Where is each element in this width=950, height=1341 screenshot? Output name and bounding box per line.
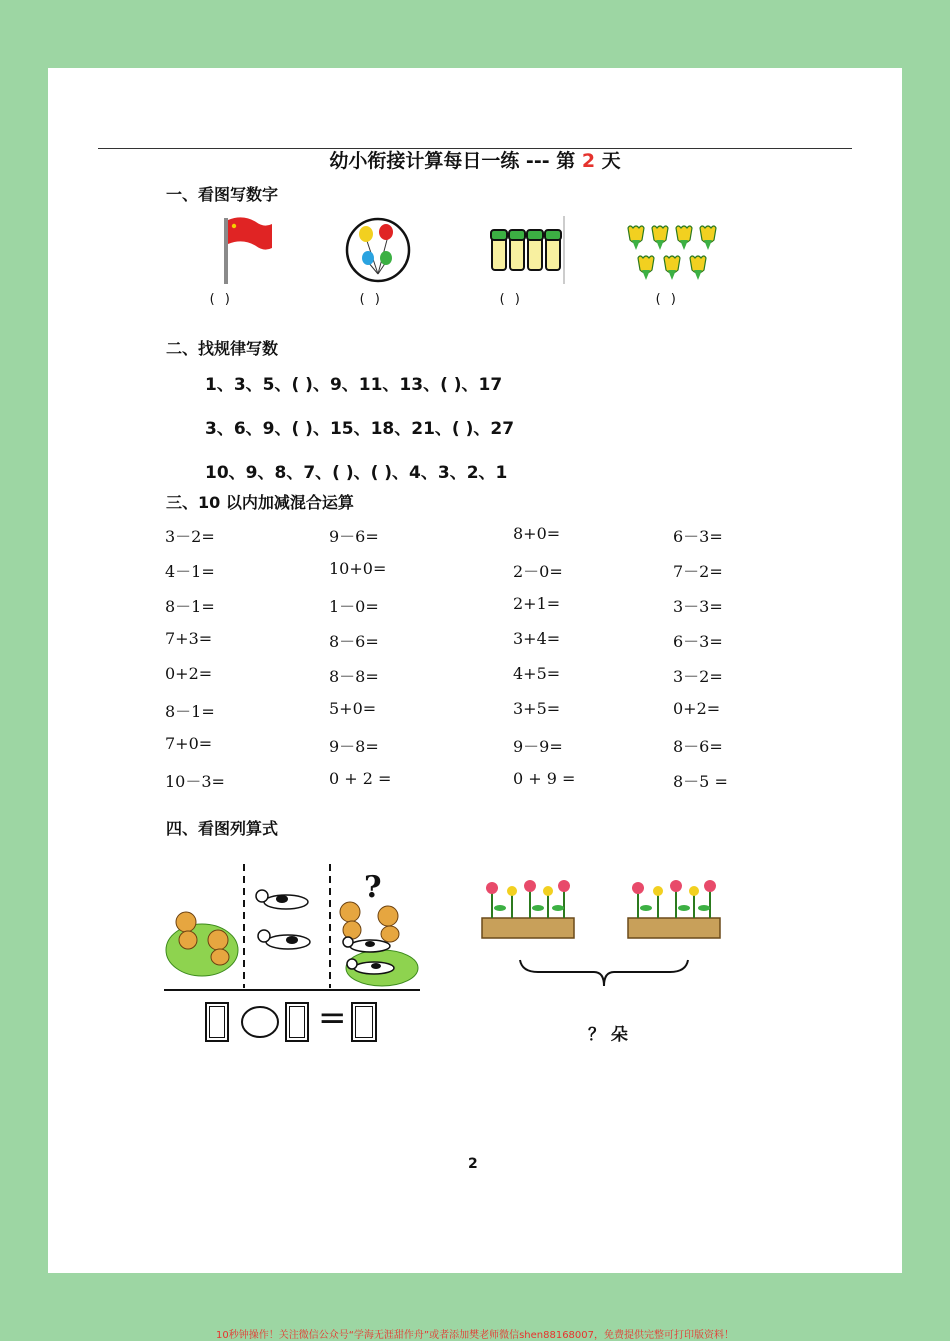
answer-box-1[interactable]	[205, 1002, 229, 1042]
flag-picture	[218, 214, 278, 286]
page-number: 2	[468, 1156, 478, 1172]
equation: 8+0=	[513, 524, 561, 543]
equation: 9－8=	[329, 737, 379, 756]
sequence-row-2: 3、6、9、( )、15、18、21、( )、27	[205, 419, 515, 439]
equation: 3－3=	[673, 597, 723, 616]
equation: 3+4=	[513, 629, 561, 648]
equation: 8－1=	[165, 702, 215, 721]
section2-heading: 二、找规律写数	[166, 339, 279, 358]
equation-column-3	[513, 524, 575, 804]
equation: 6－3=	[673, 632, 723, 651]
equation: 2－0=	[513, 562, 563, 581]
equation: 8－5 =	[673, 772, 728, 791]
flowerbox-right	[624, 874, 724, 942]
equation-column-1	[165, 524, 225, 804]
answer-box-2[interactable]	[285, 1002, 309, 1042]
blank-balloons: ( )	[358, 292, 382, 307]
equation: 3+5=	[513, 699, 561, 718]
equation: 2+1=	[513, 594, 561, 613]
sequence-row-3: 10、9、8、7、( )、( )、4、3、2、1	[205, 463, 508, 483]
sequence-row-1: 1、3、5、( )、9、11、13、( )、17	[205, 375, 503, 395]
title-day: 2	[581, 150, 596, 172]
equation: 7－2=	[673, 562, 723, 581]
equation: 7+0=	[165, 734, 213, 753]
equation: 1－0=	[329, 597, 379, 616]
worksheet-page	[48, 68, 902, 1273]
equation: 6－3=	[673, 527, 723, 546]
section1-heading: 一、看图写数字	[166, 185, 279, 204]
page-title	[48, 146, 902, 173]
equation: 3－2=	[165, 527, 215, 546]
blank-tubes: ( )	[498, 292, 522, 307]
title-prefix: 幼小衔接计算每日一练 --- 第	[329, 150, 582, 172]
equation: 8－6=	[329, 632, 379, 651]
equation: 10+0=	[329, 559, 387, 578]
title-suffix: 天	[595, 150, 621, 172]
answer-box-3[interactable]	[351, 1002, 377, 1042]
section4-heading: 四、看图列算式	[166, 819, 279, 838]
brace	[518, 956, 690, 990]
equation: 5+0=	[329, 699, 377, 718]
blank-tulips: ( )	[654, 292, 678, 307]
question-mark: ?	[364, 870, 382, 905]
equation: 0 + 2 =	[329, 769, 392, 788]
equals-sign: =	[318, 998, 347, 1038]
equation: 4－1=	[165, 562, 215, 581]
operator-circle[interactable]	[240, 1004, 280, 1040]
equation: 7+3=	[165, 629, 213, 648]
equation: 8－8=	[329, 667, 379, 686]
equation: 9－6=	[329, 527, 379, 546]
equation: 9－9=	[513, 737, 563, 756]
equation: 0+2=	[673, 699, 721, 718]
flower-answer: ？ 朵	[588, 1025, 628, 1045]
dogs-picture	[164, 860, 422, 994]
equation-column-2	[329, 524, 391, 804]
equation: 0 + 9 =	[513, 769, 576, 788]
section3-heading: 三、10 以内加减混合运算	[166, 493, 354, 512]
blank-flag: ( )	[208, 292, 232, 307]
equation: 4+5=	[513, 664, 561, 683]
equation: 10－3=	[165, 772, 225, 791]
tulips-picture	[626, 222, 728, 290]
footer-note: 10秒钟操作！关注微信公众号“学海无涯甜作舟”或者添加樊老师微信shen88168007，免费提供完整可打印版资料！	[215, 1330, 735, 1341]
equation-column-4	[673, 524, 728, 804]
flowerbox-left	[478, 874, 578, 942]
equation: 3－2=	[673, 667, 723, 686]
balloons-picture	[344, 214, 412, 284]
equation: 8－1=	[165, 597, 215, 616]
equation: 8－6=	[673, 737, 723, 756]
tubes-picture	[488, 216, 566, 284]
equation: 0+2=	[165, 664, 213, 683]
